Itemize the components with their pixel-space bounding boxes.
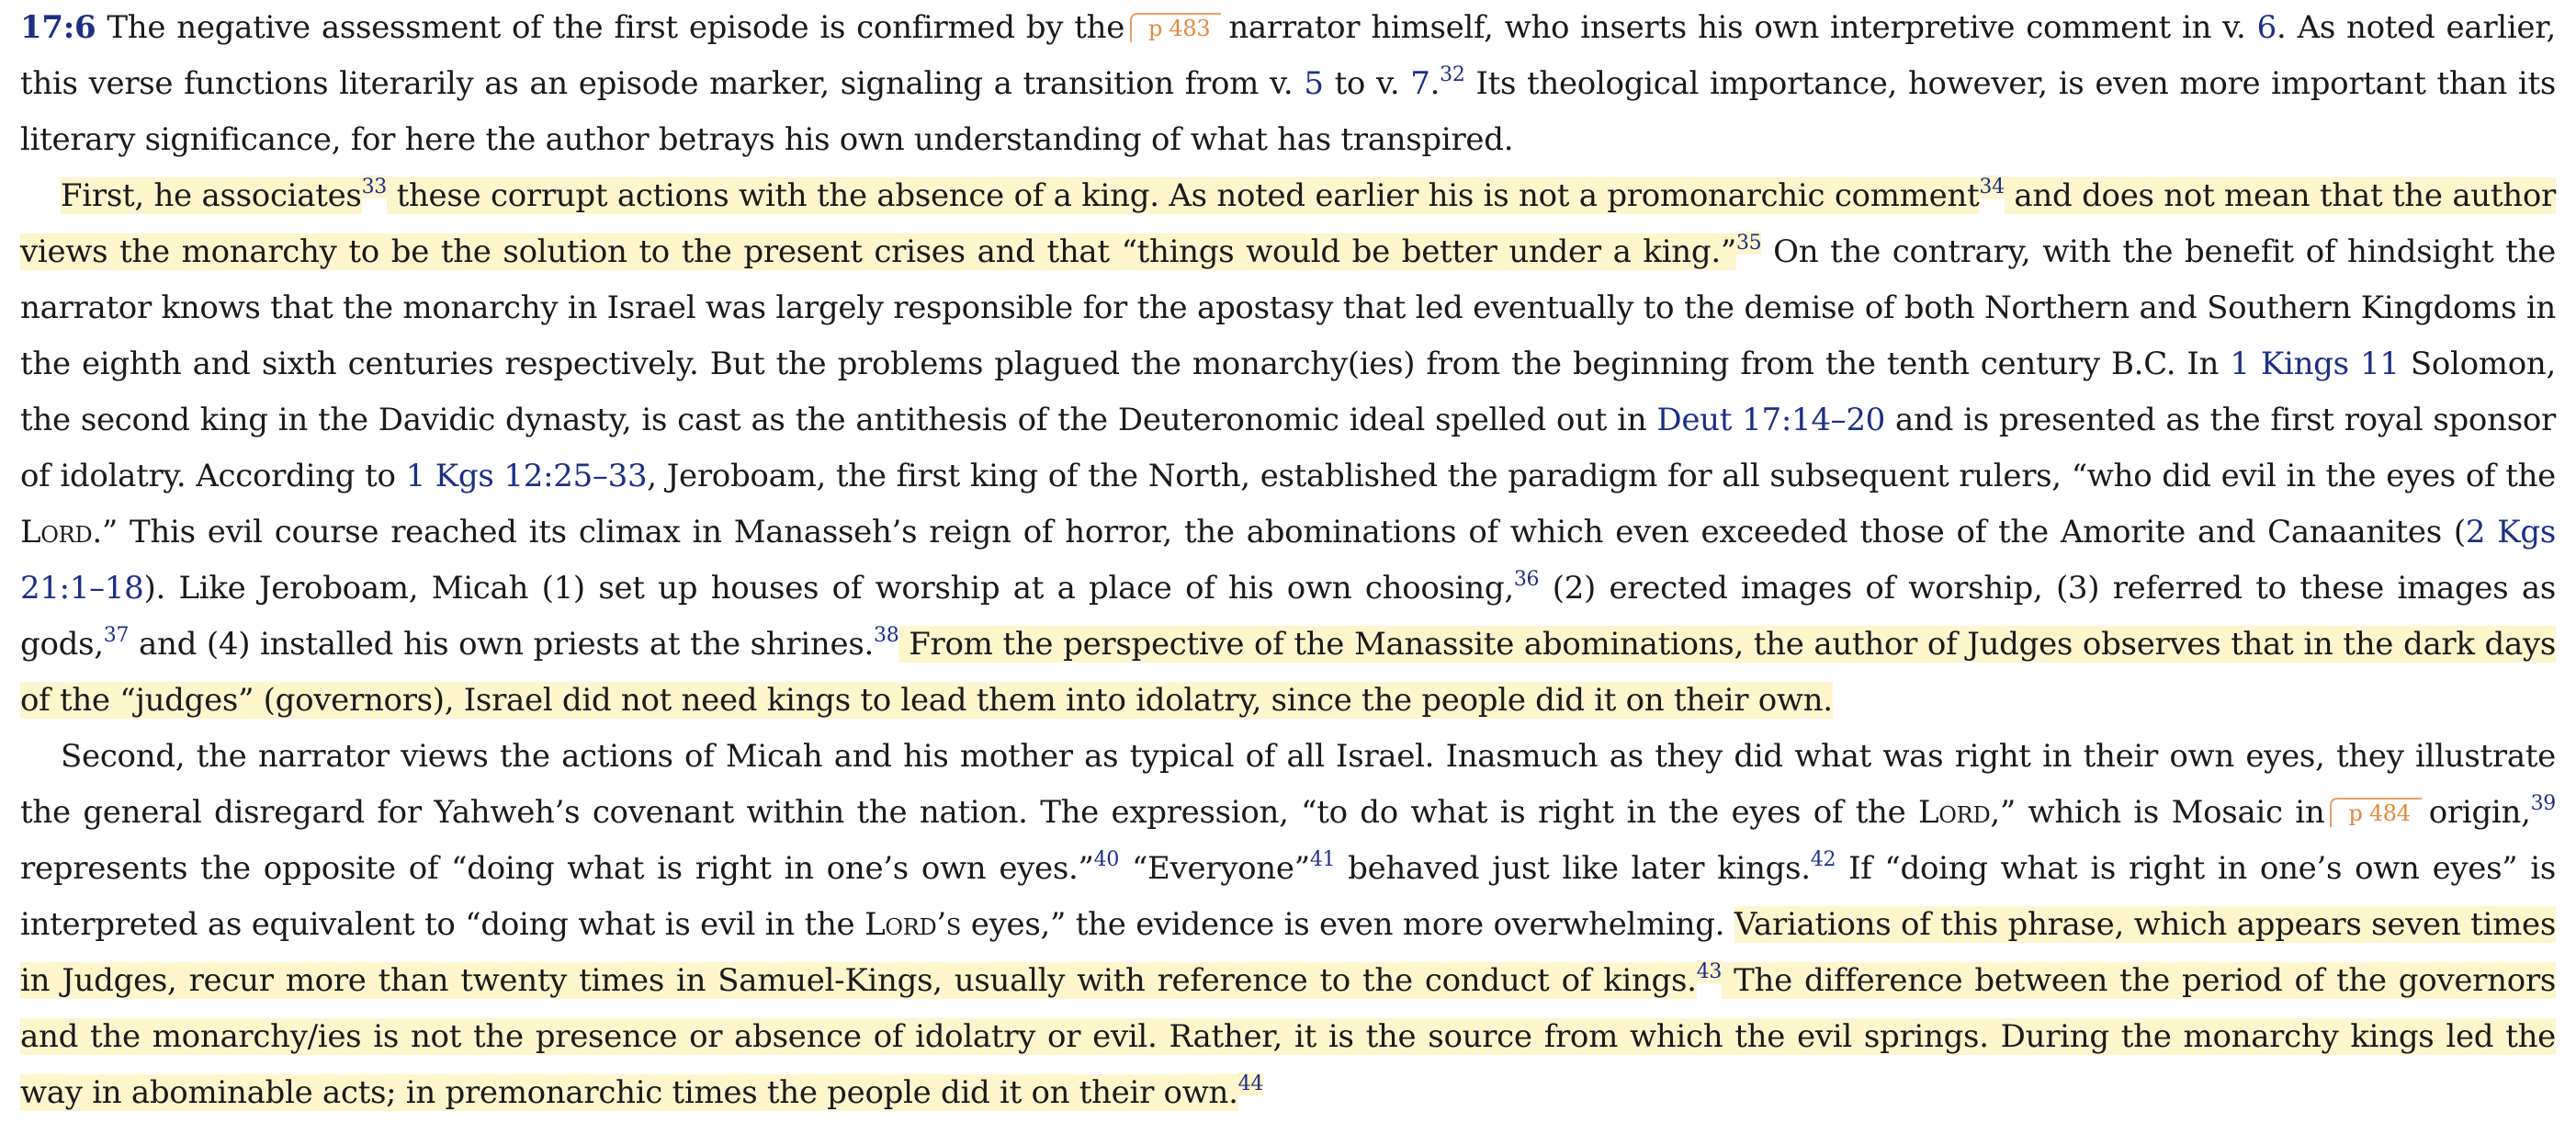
verse-link-7[interactable]: 7 (1410, 65, 1430, 102)
text-run: . (1429, 65, 1441, 102)
footnote-41[interactable]: 41 (1309, 848, 1336, 871)
scripture-link-deut-17[interactable]: Deut 17:14–20 (1656, 402, 1886, 438)
highlighted-text: The difference between the period of the governors and the monarchy/ies is not the presence or absence of idolatry or evil. Rather, it is the source from which the evil springs. During the monarchy kings led the way in abominable acts; in premonarchic times the people did it on their own. (20, 962, 2556, 1111)
text-run: represents the opposite of “doing what is right in one’s own eyes.” (20, 850, 1094, 887)
footnote-38[interactable]: 38 (874, 624, 899, 647)
divine-name: Lord’s (864, 906, 962, 943)
highlighted-text: and does not mean that the author views the monarchy to be the solution to the present crises and that “things would be better under a king.” (20, 177, 2556, 270)
footnote-43[interactable]: 43 (1696, 960, 1723, 983)
text-run: to v. (1323, 65, 1411, 102)
page-marker-483[interactable]: p 483 (1130, 13, 1221, 42)
text-run: Solomon, the second king in the Davidic dynasty, is cast as the antithesis of the Deuteronomic ideal spelled out in (20, 346, 2556, 438)
divine-name: Lord (1918, 794, 1991, 831)
text-run: Its theological importance, however, is even more important than its literary significance, for here the author betrays his own understanding of what has transpired. (20, 65, 2557, 158)
footnote-39[interactable]: 39 (2530, 792, 2556, 815)
scripture-link-1-kings-11[interactable]: 1 Kings 11 (2230, 346, 2400, 382)
scripture-link-2-kgs-21[interactable]: 2 Kgs 21:1–18 (20, 514, 2557, 607)
text-run: Second, the narrator views the actions of Micah and his mother as typical of all Israel. Inasmuch as they did what was right in their own eyes, they illustrate the general disregard for Yahweh’s covenant within the nation. The expression, “to do what is right in the eyes of the (20, 738, 2556, 831)
text-run: (2) erected images of worship, (3) referred to these images as gods, (20, 570, 2556, 663)
era-abbreviation: B.C. (2111, 346, 2176, 382)
text-run: behaved just like later kings. (1335, 850, 1811, 887)
footnote-44[interactable]: 44 (1237, 1072, 1264, 1095)
footnote-37[interactable]: 37 (103, 624, 130, 647)
footnote-35[interactable]: 35 (1735, 232, 1762, 255)
text-run: “Everyone” (1119, 850, 1310, 887)
text-run: In (2175, 346, 2231, 382)
verse-reference-link[interactable]: 17:6 (20, 9, 96, 46)
footnote-33[interactable]: 33 (361, 176, 387, 199)
highlighted-text: From the perspective of the Manassite abominations, the author of Judges observes that in the dark days of the “judges” (governors), Israel did not need kings to lead them into idolatry, since the people did it on their own. (20, 626, 2557, 719)
text-run: If “doing what is right in one’s own eyes” is interpreted as equivalent to “doing what is evil in the (20, 850, 2556, 943)
text-run: and (4) installed his own priests at the shrines. (129, 626, 875, 663)
footnote-34[interactable]: 34 (1979, 176, 2005, 199)
page-marker-484[interactable]: p 484 (2330, 798, 2421, 827)
footnote-36[interactable]: 36 (1513, 568, 1540, 591)
paragraph-1 (20, 0, 2556, 168)
highlighted-text: these corrupt actions with the absence of a king. As noted earlier his is not a promonarchic comment (386, 177, 1980, 214)
verse-link-5[interactable]: 5 (1304, 65, 1324, 102)
text-run: and is presented as the first royal sponsor of idolatry. According to (20, 402, 2556, 494)
divine-name: Lord (20, 514, 93, 550)
text-run: On the contrary, with the benefit of hindsight the narrator knows that the monarchy in Israel was largely responsible for the apostasy that led eventually to the demise of both Northern and Southern Kingdoms in the eighth and sixth centuries respectively. But the problems plagued the monarchy(ies) from the beginning from the tenth century (20, 233, 2556, 382)
text-run: origin, (2428, 794, 2531, 831)
footnote-42[interactable]: 42 (1810, 848, 1836, 871)
text-run: eyes,” the evidence is even more overwhelming. (961, 906, 1734, 943)
text-run: narrator himself, who inserts his own interpretive comment in v. (1228, 9, 2257, 46)
text-run: , Jeroboam, the first king of the North, established the paradigm for all subsequent rulers, “who did evil in the eyes of the (647, 458, 2556, 494)
text-run: The negative assessment of the first episode is confirmed by the (107, 9, 1125, 46)
paragraph-2 (20, 168, 2556, 729)
highlighted-text: First, he associates (61, 177, 362, 214)
text-run: ,” which is Mosaic in (1990, 794, 2325, 831)
highlighted-text: Variations of this phrase, which appears seven times in Judges, recur more than twenty times in Samuel-Kings, usually with reference to the conduct of kings. (20, 906, 2557, 999)
footnote-32[interactable]: 32 (1440, 63, 1465, 86)
text-run: ). Like Jeroboam, Micah (1) set up houses of worship at a place of his own choosing, (143, 570, 1514, 607)
text-run: . As noted earlier, this verse functions literarily as an episode marker, signaling a transition from v. (20, 9, 2556, 102)
paragraph-3 (20, 729, 2556, 1121)
scripture-link-1-kgs-12[interactable]: 1 Kgs 12:25–33 (405, 458, 648, 494)
verse-link-6[interactable]: 6 (2256, 9, 2277, 46)
text-run: .” This evil course reached its climax in Manasseh’s reign of horror, the abominations of which even exceeded those of the Amorite and Canaanites ( (92, 514, 2466, 550)
footnote-40[interactable]: 40 (1093, 848, 1120, 871)
